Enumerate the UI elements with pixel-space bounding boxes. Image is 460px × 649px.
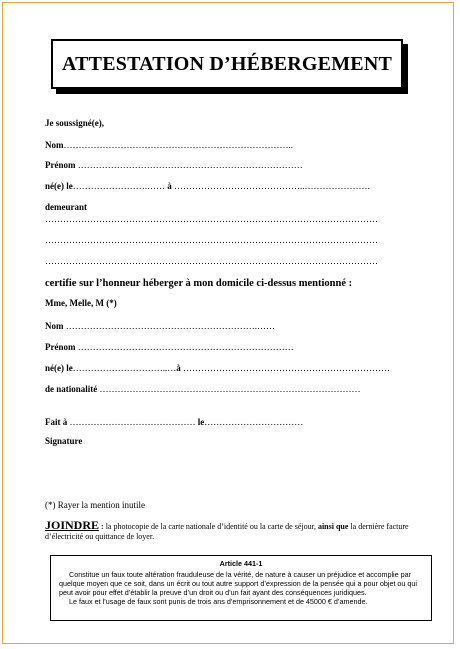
guest-prenom-label: Prénom: [45, 342, 76, 352]
host-prenom-line: [45, 160, 303, 171]
joindre-text-1: la photocopie de la carte nationale d’identité ou la carte de séjour,: [103, 522, 316, 531]
guest-nationalite-field[interactable]: ……………………………………………………………………………: [99, 384, 361, 394]
host-address-field-2[interactable]: …………………………………………………………………………………………………: [45, 235, 378, 245]
guest-prenom-line: [45, 342, 294, 353]
article-title: Article 441-1: [219, 559, 263, 568]
fait-line: [45, 417, 303, 428]
host-birth-a-label: à: [167, 181, 172, 191]
host-address-field-3[interactable]: …………………………………………………………………………………………………: [45, 256, 378, 266]
guest-nationalite-line: [45, 384, 361, 395]
guest-nom-field[interactable]: ……………………………………………………….……: [65, 321, 275, 331]
guest-birth-place-field[interactable]: ……………………………………………………………: [182, 363, 390, 373]
host-birth-place-field[interactable]: ……………………………………..………………….: [173, 181, 370, 191]
guest-birth-date-field[interactable]: …………………………..…: [72, 363, 177, 373]
host-demeurant-label: demeurant: [45, 202, 87, 212]
fait-place-field[interactable]: ……………………………………: [69, 417, 196, 427]
guest-civility-label: Mme, Melle, M (*): [45, 298, 117, 308]
joindre-label: JOINDRE: [45, 518, 100, 532]
signature-label: Signature: [45, 436, 83, 446]
page-title: ATTESTATION D’HÉBERGEMENT: [61, 52, 393, 75]
guest-birth-label: né(e) le: [45, 363, 73, 373]
article-box: [50, 555, 432, 621]
host-birth-date-field[interactable]: …………………….……: [72, 181, 165, 191]
guest-nom-line: [45, 321, 275, 332]
joindre-text-2: la dernière facture d’électricité ou quittance de loyer.: [45, 522, 409, 541]
guest-nationalite-label: de nationalité: [45, 384, 98, 394]
fait-date-field[interactable]: ……………………………: [204, 417, 304, 427]
host-nom-field[interactable]: …………………………………………………………………..: [63, 140, 293, 150]
title-box: [51, 39, 403, 89]
guest-birth-line: [45, 363, 390, 374]
host-prenom-label: Prénom: [45, 160, 76, 170]
certify-statement: certifie sur l’honneur héberger à mon domicile ci-dessus mentionné :: [45, 278, 353, 289]
footnote: (*) Rayer la mention inutile: [45, 500, 145, 510]
fait-label: Fait à: [45, 417, 68, 427]
guest-nom-label: Nom: [45, 321, 64, 331]
host-nom-line: [45, 140, 293, 151]
host-prenom-field[interactable]: …………………………………………………………………: [77, 160, 303, 170]
host-birth-label: né(e) le: [45, 181, 73, 191]
host-intro: Je soussigné(e),: [45, 118, 104, 128]
guest-civility: [45, 298, 117, 309]
host-address-field-1[interactable]: …………………………………………………………………………………………………: [45, 214, 378, 224]
le-label: le: [197, 417, 205, 427]
joindre-bold: ainsi que: [315, 522, 349, 531]
guest-birth-a-label: à: [176, 363, 181, 373]
host-nom-label: Nom: [45, 140, 64, 150]
article-paragraph-1: Constitue un faux toute altération frauduleuse de la vérité, de nature à causer un préjudice et accomplie par quelque moyen que ce soit, dans un écrit ou tout autre support d’expression de la pensée qui a pour objet ou qui peut avoir pour effet d’établir la preuve d’un droit ou d’un fait ayant des conséquences juridiques.: [59, 570, 418, 597]
host-birth-line: [45, 181, 370, 192]
article-paragraph-2: Le faux et l’usage de faux sont punis de trois ans d’emprisonnement et de 45000 € d’amende.: [69, 597, 368, 606]
guest-prenom-field[interactable]: ………………………………………………………………: [77, 342, 294, 352]
joindre-block: [45, 520, 425, 542]
joindre-colon: :: [99, 522, 104, 531]
